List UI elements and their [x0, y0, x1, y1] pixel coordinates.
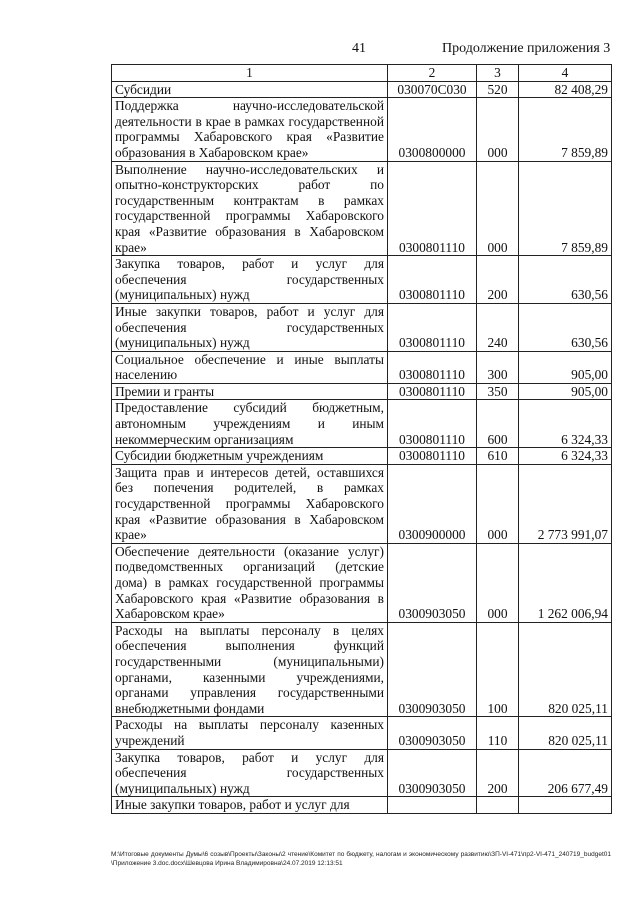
row-expense-type: [477, 797, 519, 814]
document-path-footer: M:\Итоговые документы Думы\6 созыв\Проекты\Законы\2 чтение\Комитет по бюджету, налогам и экономическому развитию\ЗП-VI-471\пр2-VI-471_240719_budget01\Приложение 3.doc.docx\Шевцова Ирина Владимировна\24.07.2019 12:13:51: [111, 851, 611, 867]
row-amount: 7 859,89: [519, 98, 612, 161]
row-target-code: 0300801110: [388, 383, 477, 400]
row-amount: 6 324,33: [519, 448, 612, 465]
row-target-code: 0300801110: [388, 303, 477, 351]
row-amount: 630,56: [519, 303, 612, 351]
row-description: Субсидии: [112, 81, 388, 98]
table-row: [112, 717, 612, 749]
column-header: 4: [519, 65, 612, 82]
row-description: Закупка товаров, работ и услуг для обеспечения государственных (муниципальных) нужд: [112, 749, 388, 797]
row-expense-type: 110: [477, 717, 519, 749]
table-row: [112, 622, 612, 717]
row-target-code: 0300801110: [388, 400, 477, 448]
row-description: Предоставление субсидий бюджетным, автономным учреждениям и иным некоммерческим организациям: [112, 400, 388, 448]
row-expense-type: 240: [477, 303, 519, 351]
row-amount: 206 677,49: [519, 749, 612, 797]
table-row: [112, 797, 612, 814]
row-amount: 6 324,33: [519, 400, 612, 448]
page-number: 41: [352, 41, 366, 56]
table-row: [112, 400, 612, 448]
row-amount: 820 025,11: [519, 622, 612, 717]
row-expense-type: 000: [477, 464, 519, 543]
row-target-code: 0300801110: [388, 161, 477, 256]
row-expense-type: 100: [477, 622, 519, 717]
row-description: Выполнение научно-исследовательских и опытно-конструкторских работ по государственным контрактам в рамках государственной программы Хабаровского края «Развитие образования в Хабаровском крае»: [112, 161, 388, 256]
row-description: Закупка товаров, работ и услуг для обеспечения государственных (муниципальных) нужд: [112, 256, 388, 304]
row-expense-type: 300: [477, 351, 519, 383]
row-expense-type: 200: [477, 749, 519, 797]
table-row: [112, 448, 612, 465]
row-amount: 820 025,11: [519, 717, 612, 749]
column-header: 3: [477, 65, 519, 82]
row-target-code: 0300903050: [388, 749, 477, 797]
row-target-code: 0300801110: [388, 351, 477, 383]
table-row: [112, 351, 612, 383]
table-row: [112, 464, 612, 543]
row-target-code: 0300800000: [388, 98, 477, 161]
row-amount: 7 859,89: [519, 161, 612, 256]
row-amount: [519, 797, 612, 814]
row-description: Защита прав и интересов детей, оставшихся без попечения родителей, в рамках государственной программы Хабаровского края «Развитие образования в Хабаровском крае»: [112, 464, 388, 543]
row-expense-type: 520: [477, 81, 519, 98]
row-target-code: 0300903050: [388, 717, 477, 749]
row-description: Поддержка научно-исследовательской деятельности в крае в рамках государственной программы Хабаровского края «Развитие образования в Хабаровском крае»: [112, 98, 388, 161]
row-expense-type: 350: [477, 383, 519, 400]
row-target-code: 0300801110: [388, 256, 477, 304]
row-expense-type: 610: [477, 448, 519, 465]
table-row: [112, 256, 612, 304]
row-amount: 905,00: [519, 351, 612, 383]
row-description: Иные закупки товаров, работ и услуг для обеспечения государственных (муниципальных) нужд: [112, 303, 388, 351]
column-header: 2: [388, 65, 477, 82]
row-target-code: 0300903050: [388, 543, 477, 622]
row-expense-type: 000: [477, 161, 519, 256]
table-row: [112, 543, 612, 622]
row-target-code: 030070С030: [388, 81, 477, 98]
column-header: 1: [112, 65, 388, 82]
row-target-code: 0300903050: [388, 622, 477, 717]
row-target-code: 0300801110: [388, 448, 477, 465]
row-expense-type: 600: [477, 400, 519, 448]
row-description: Обеспечение деятельности (оказание услуг) подведомственных организаций (детские дома) в рамках государственной программы Хабаровского края «Развитие образования в Хабаровском крае»: [112, 543, 388, 622]
row-expense-type: 000: [477, 98, 519, 161]
row-description: Социальное обеспечение и иные выплаты населению: [112, 351, 388, 383]
table-row: [112, 161, 612, 256]
table-row: [112, 749, 612, 797]
row-amount: 905,00: [519, 383, 612, 400]
row-expense-type: 200: [477, 256, 519, 304]
row-expense-type: 000: [477, 543, 519, 622]
table-row: [112, 383, 612, 400]
row-description: Субсидии бюджетным учреждениям: [112, 448, 388, 465]
table-row: [112, 81, 612, 98]
table-row: [112, 303, 612, 351]
row-description: Расходы на выплаты персоналу казенных учреждений: [112, 717, 388, 749]
row-target-code: 0300900000: [388, 464, 477, 543]
table-row: [112, 98, 612, 161]
table-header-row: [112, 65, 612, 82]
row-description: Иные закупки товаров, работ и услуг для: [112, 797, 388, 814]
budget-table: [111, 64, 612, 814]
row-amount: 630,56: [519, 256, 612, 304]
row-description: Расходы на выплаты персоналу в целях обеспечения выполнения функций государственными (муниципальными) органами, казенными учреждениями, органами управления государственными внебюджетными фондами: [112, 622, 388, 717]
row-amount: 2 773 991,07: [519, 464, 612, 543]
appendix-continuation-label: Продолжение приложения 3: [442, 41, 611, 56]
row-description: Премии и гранты: [112, 383, 388, 400]
row-amount: 82 408,29: [519, 81, 612, 98]
row-target-code: [388, 797, 477, 814]
row-amount: 1 262 006,94: [519, 543, 612, 622]
